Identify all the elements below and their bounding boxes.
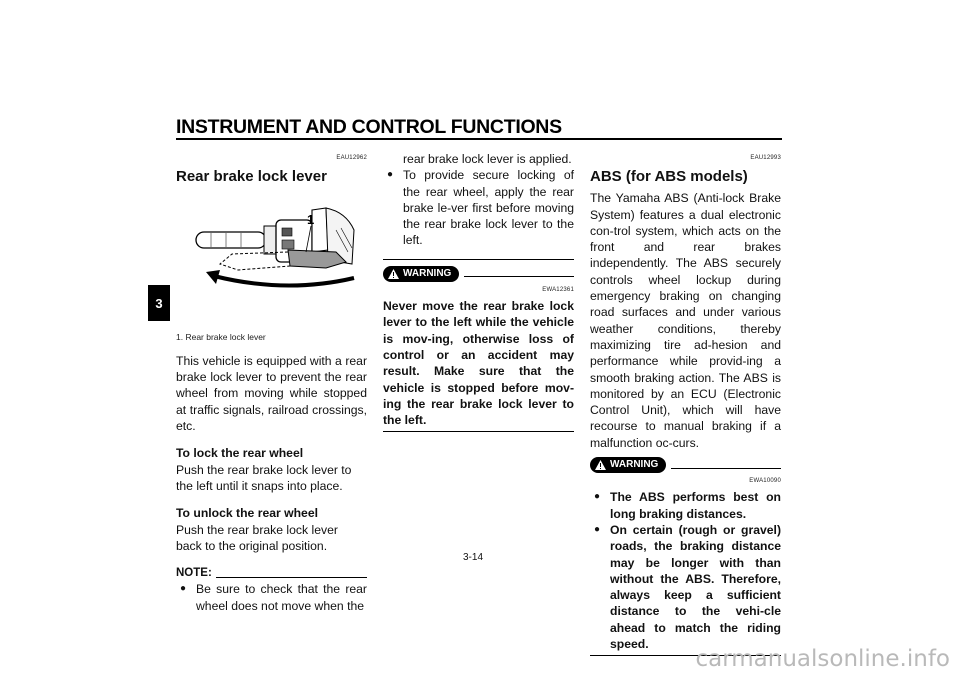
section-code: EAU12962 [336, 155, 367, 161]
rear-brake-lock-lever-illustration [176, 190, 367, 322]
warning-bullet [590, 522, 781, 652]
note-bullet-text: To provide secure locking of the rear wheel, apply the rear brake le-ver first before moving the rear brake lock lever to the left. [403, 168, 574, 248]
section-code: EAU12993 [750, 155, 781, 161]
warning-rule [464, 276, 574, 277]
warning-bullet [590, 489, 781, 522]
note-bullet-text: Be sure to check that the rear wheel does not move when the [196, 582, 367, 613]
warning-bullet-text: The ABS performs best on long braking distances. [610, 490, 781, 521]
column-rear-brake-lock [176, 150, 367, 614]
warning-end-rule [383, 431, 574, 432]
figure-callout: 1 [307, 212, 315, 228]
bullet-icon: ● [180, 583, 187, 595]
header-rule [176, 138, 782, 140]
note-bullet [176, 581, 367, 614]
column-continuation [383, 151, 574, 432]
warning-text: Never move the rear brake lock lever to the left while the vehicle is mov-ing, otherwise loss of control or an accident may result. Make sure that the vehicle is stopped before mov-ing the rear brake lock lever to the left. [383, 299, 574, 428]
warning-badge [590, 457, 666, 473]
bullet-icon: ● [594, 491, 601, 503]
warning-header [590, 457, 781, 473]
warning-code: EWA10090 [749, 478, 781, 485]
warning-header [383, 266, 574, 282]
bullet-icon: ● [387, 169, 394, 181]
page-number: 3-14 [463, 552, 484, 563]
figure-caption: 1. Rear brake lock lever [176, 331, 266, 342]
intro-paragraph: This vehicle is equipped with a rear brake lock lever to prevent the rear wheel from moving while stopped at traffic signals, railroad crossings, etc. [176, 353, 367, 434]
warning-triangle-icon [388, 269, 399, 279]
note-end-rule [383, 259, 574, 260]
page-header-title: INSTRUMENT AND CONTROL FUNCTIONS [176, 116, 562, 138]
unlock-heading: To unlock the rear wheel [176, 506, 318, 521]
section-title: ABS (for ABS models) [590, 168, 748, 186]
watermark-link[interactable]: carmanualsonline.info [695, 646, 950, 672]
unlock-text: Push the rear brake lock lever back to the original position. [176, 522, 338, 553]
note-header [176, 565, 367, 581]
section-title: Rear brake lock lever [176, 168, 327, 186]
note-bullet [383, 167, 574, 248]
warning-bullet-text: On certain (rough or gravel) roads, the braking distance may be longer with than without the ABS. Therefore, always keep a sufficient distance to the vehi-cle ahead to match the riding speed. [610, 522, 781, 652]
note-rule [216, 577, 367, 578]
warning-rule [671, 468, 781, 469]
abs-paragraph: The Yamaha ABS (Anti-lock Brake System) features a dual electronic con-trol system, which acts on the front and rear brakes independently. The ABS securely controls wheel lockup during emergency braking on changing road surfaces and under various weather conditions, thereby maximizing tire ad-hesion and performance while provid-ing a smooth braking action. The ABS is monitored by an ECU (Electronic Control Unit), which will have recourse to manual braking if a malfunction oc-curs. [590, 191, 781, 450]
chapter-tab: 3 [148, 285, 170, 321]
note-label: NOTE: [176, 567, 212, 580]
column-abs [590, 150, 781, 656]
note-continued: rear brake lock lever is applied. [403, 152, 572, 166]
warning-code: EWA12361 [542, 286, 574, 293]
bullet-icon: ● [594, 523, 601, 535]
lock-text: Push the rear brake lock lever to the left until it snaps into place. [176, 462, 352, 493]
warning-label: WARNING [403, 267, 452, 279]
warning-triangle-icon [595, 460, 606, 470]
warning-label: WARNING [610, 458, 659, 470]
warning-badge [383, 266, 459, 282]
lock-heading: To lock the rear wheel [176, 446, 304, 461]
